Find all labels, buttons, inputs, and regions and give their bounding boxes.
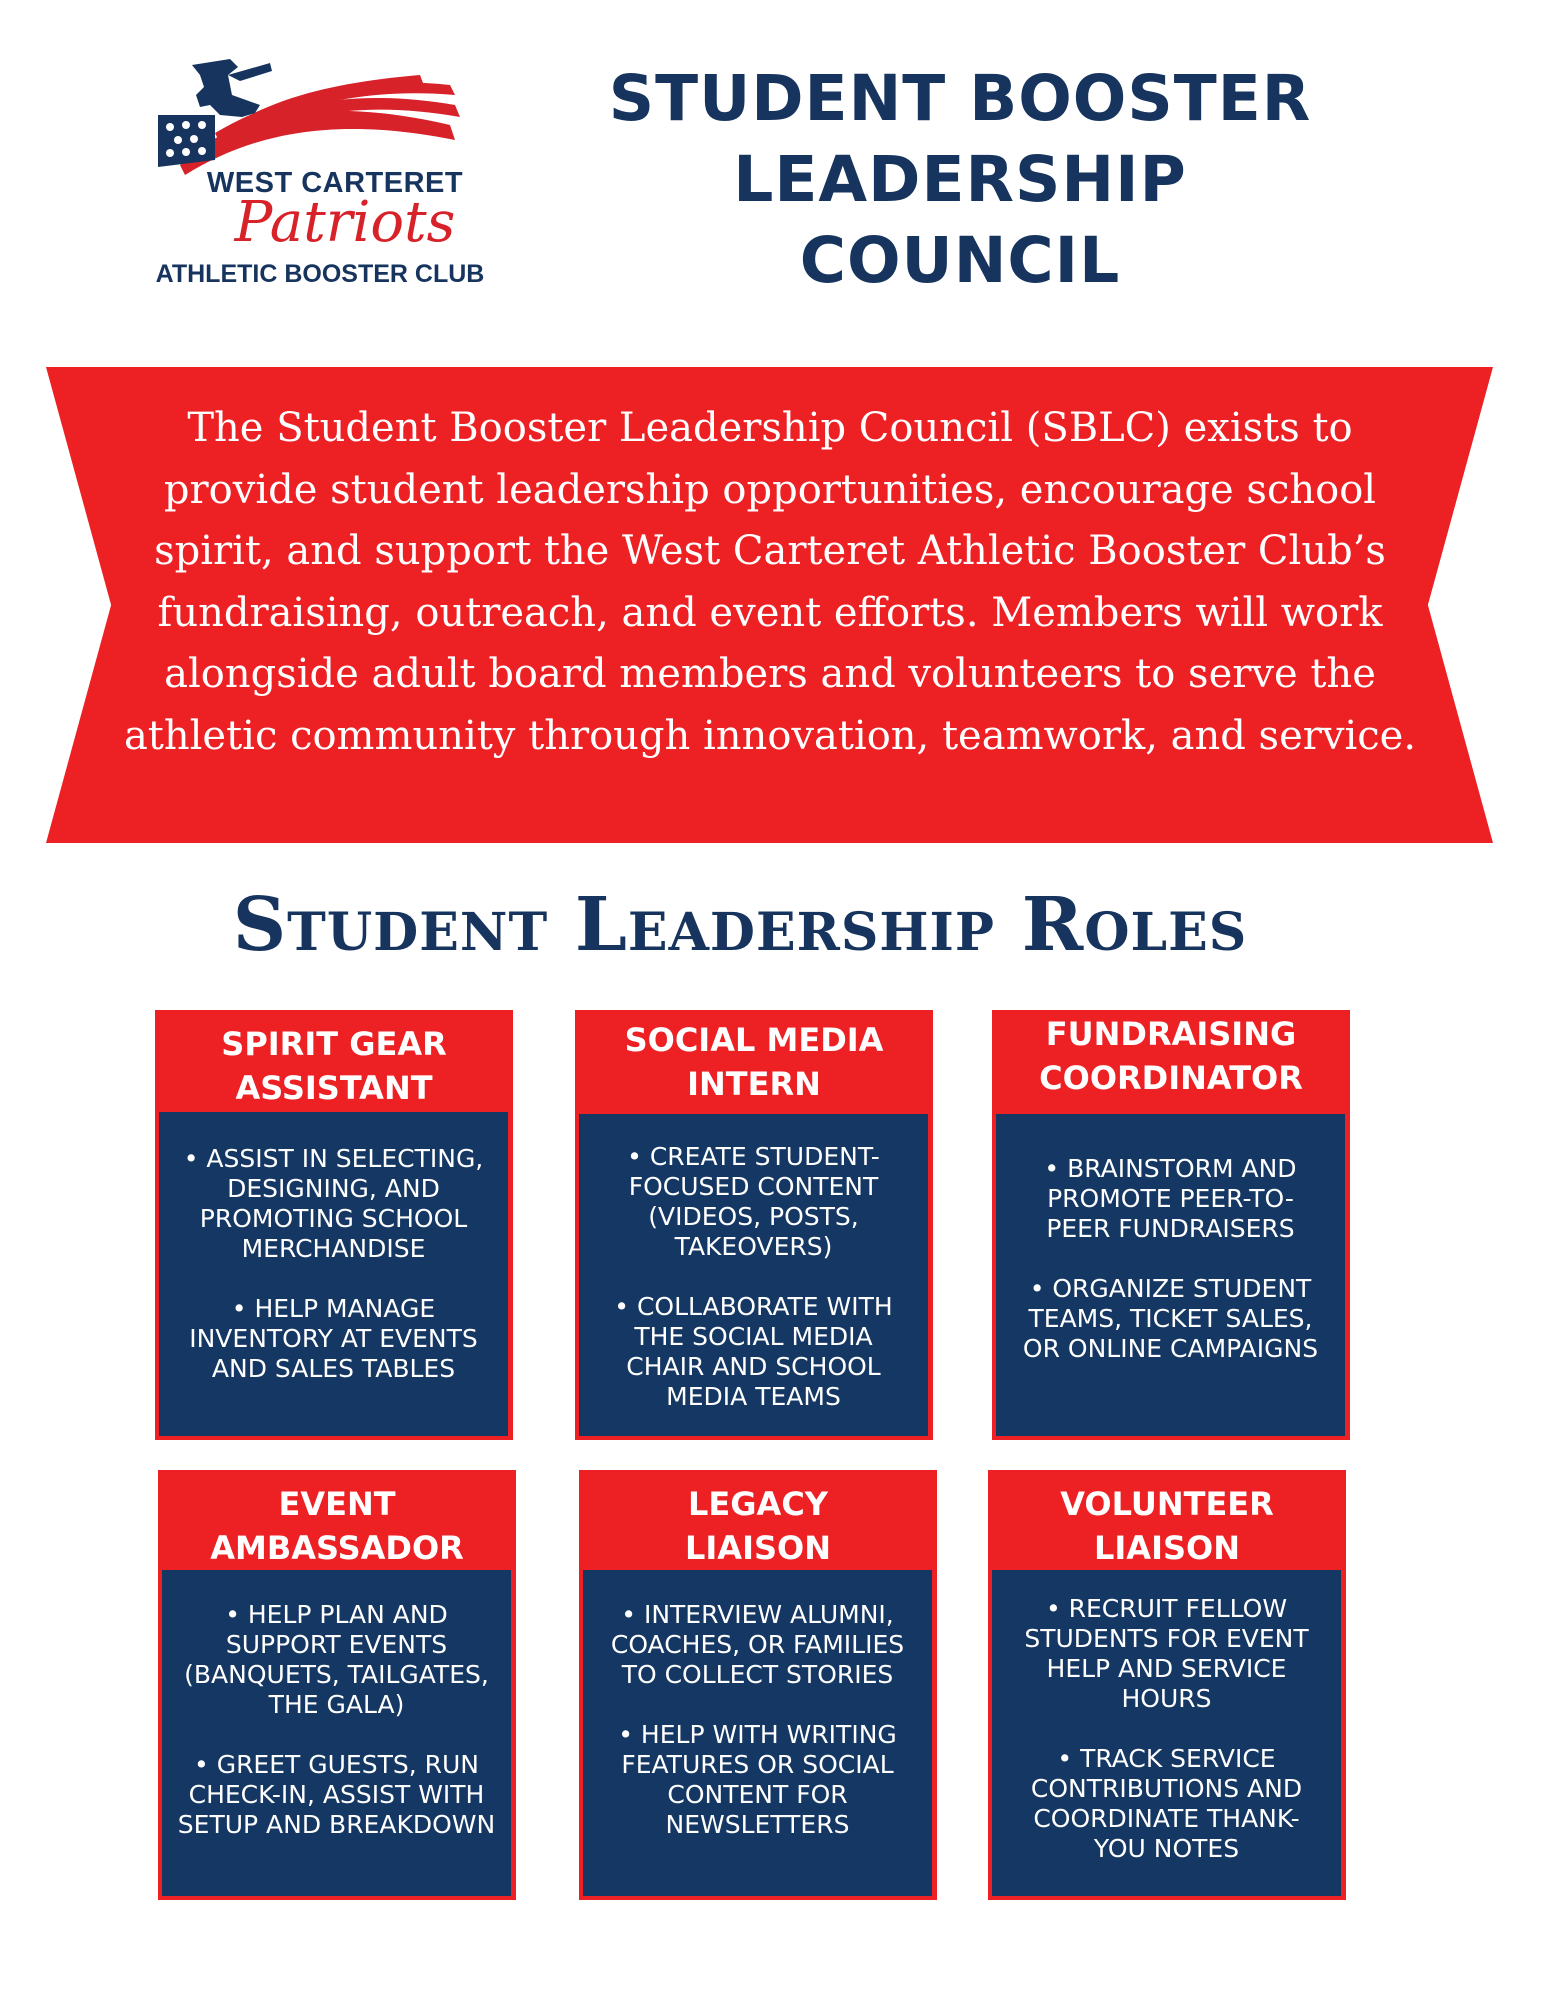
bullet-line: FEATURES OR SOCIAL	[621, 1750, 894, 1779]
role-bullet	[162, 1750, 511, 1840]
role-title	[158, 1482, 516, 1570]
bullet-line: • HELP PLAN AND	[225, 1600, 448, 1629]
role-title	[992, 1012, 1350, 1100]
logo-patriots-script: Patriots	[234, 190, 456, 255]
bullet-line: YOU NOTES	[1093, 1834, 1240, 1863]
role-title-line: EVENT	[278, 1485, 396, 1523]
intro-text: The Student Booster Leadership Council (SBLC) exists to provide student leadership opportunities, encourage school spirit, and support the West Carteret Athletic Booster Club’s fundraising, outreach, and event efforts. Members will work alongside adult board members and volunteers to serve the athletic community through innovation, teamwork, and service.	[123, 405, 1417, 759]
logo-club-name: ATHLETIC BOOSTER CLUB	[155, 260, 485, 288]
role-description	[992, 1570, 1341, 1896]
role-title-line: LIAISON	[685, 1529, 831, 1567]
bullet-line: AND SALES TABLES	[211, 1354, 456, 1383]
bullet-line: DESIGNING, AND	[227, 1174, 440, 1203]
role-card-social-media	[575, 1010, 933, 1440]
bullet-line: HOURS	[1121, 1684, 1212, 1713]
bullet-line: • TRACK SERVICE	[1057, 1744, 1276, 1773]
role-bullet	[579, 1292, 928, 1412]
role-bullet	[159, 1144, 508, 1264]
role-title	[988, 1482, 1346, 1570]
role-description	[579, 1114, 928, 1436]
role-description	[162, 1570, 511, 1896]
role-title-line: LIAISON	[1094, 1529, 1240, 1567]
bullet-line: MERCHANDISE	[241, 1234, 426, 1263]
bullet-line: CONTENT FOR	[667, 1780, 848, 1809]
roles-heading: Student Leadership Roles	[232, 882, 1248, 968]
bullet-line: • CREATE STUDENT-	[627, 1142, 880, 1171]
bullet-line: • INTERVIEW ALUMNI,	[621, 1600, 894, 1629]
club-logo	[120, 55, 520, 305]
bullet-line: • HELP WITH WRITING	[618, 1720, 897, 1749]
role-title-line: FUNDRAISING	[1045, 1015, 1297, 1053]
page-title-line: STUDENT BOOSTER	[608, 62, 1312, 135]
role-description	[583, 1570, 932, 1896]
bullet-line: (VIDEOS, POSTS,	[648, 1202, 859, 1231]
bullet-line: • RECRUIT FELLOW	[1045, 1594, 1288, 1623]
page-title-line: LEADERSHIP	[733, 143, 1187, 216]
bullet-line: (BANQUETS, TAILGATES,	[184, 1660, 489, 1689]
bullet-line: COACHES, OR FAMILIES	[610, 1630, 905, 1659]
role-bullet	[996, 1154, 1345, 1244]
role-title	[575, 1018, 933, 1106]
bullet-line: CHECK-IN, ASSIST WITH	[188, 1780, 485, 1809]
bullet-line: SUPPORT EVENTS	[225, 1630, 448, 1659]
role-title-line: INTERN	[687, 1065, 821, 1103]
page-title-line: COUNCIL	[799, 224, 1121, 297]
bullet-line: TEAMS, TICKET SALES,	[1028, 1304, 1313, 1333]
bullet-line: TO COLLECT STORIES	[621, 1660, 894, 1689]
role-bullet	[996, 1274, 1345, 1364]
bullet-line: NEWSLETTERS	[665, 1810, 850, 1839]
role-bullet	[992, 1744, 1341, 1864]
role-bullet	[579, 1142, 928, 1262]
bullet-line: • ORGANIZE STUDENT	[1029, 1274, 1312, 1303]
role-card-volunteer-liaison	[988, 1470, 1346, 1900]
bullet-line: HELP AND SERVICE	[1046, 1654, 1287, 1683]
bullet-line: • ASSIST IN SELECTING,	[183, 1144, 484, 1173]
bullet-line: STUDENTS FOR EVENT	[1024, 1624, 1309, 1653]
bullet-line: SETUP AND BREAKDOWN	[177, 1810, 496, 1839]
bullet-line: INVENTORY AT EVENTS	[189, 1324, 478, 1353]
role-bullet	[992, 1594, 1341, 1714]
bullet-line: • BRAINSTORM AND	[1044, 1154, 1297, 1183]
bullet-line: THE SOCIAL MEDIA	[634, 1322, 873, 1351]
role-title-line: AMBASSADOR	[210, 1529, 464, 1567]
bullet-line: • GREET GUESTS, RUN	[194, 1750, 479, 1779]
role-title-line: SOCIAL MEDIA	[624, 1021, 884, 1059]
role-title-line: COORDINATOR	[1039, 1059, 1303, 1097]
role-bullet	[583, 1600, 932, 1690]
bullet-line: MEDIA TEAMS	[666, 1382, 841, 1411]
role-card-legacy-liaison	[579, 1470, 937, 1900]
bullet-line: • HELP MANAGE	[231, 1294, 436, 1323]
role-card-fundraising	[992, 1010, 1350, 1440]
role-description	[159, 1112, 508, 1436]
bullet-line: PEER FUNDRAISERS	[1046, 1214, 1295, 1243]
bullet-line: • COLLABORATE WITH	[614, 1292, 893, 1321]
role-title-line: VOLUNTEER	[1060, 1485, 1274, 1523]
patriot-flag-logo-icon	[120, 55, 520, 185]
role-bullet	[159, 1294, 508, 1384]
bullet-line: PROMOTE PEER-TO-	[1047, 1184, 1294, 1213]
bullet-line: PROMOTING SCHOOL	[199, 1204, 468, 1233]
bullet-line: TAKEOVERS)	[674, 1232, 833, 1261]
role-bullet	[583, 1720, 932, 1840]
bullet-line: CONTRIBUTIONS AND	[1030, 1774, 1303, 1803]
role-card-event-ambassador	[158, 1470, 516, 1900]
role-description	[996, 1114, 1345, 1436]
role-title-line: ASSISTANT	[235, 1069, 433, 1107]
page-title	[560, 58, 1360, 301]
bullet-line: OR ONLINE CAMPAIGNS	[1022, 1334, 1319, 1363]
role-title	[579, 1482, 937, 1570]
logo-school-name: WEST CARTERET	[206, 167, 464, 199]
role-title	[155, 1022, 513, 1110]
bullet-line: CHAIR AND SCHOOL	[626, 1352, 881, 1381]
role-title-line: LEGACY	[688, 1485, 828, 1523]
bullet-line: THE GALA)	[268, 1690, 405, 1719]
role-bullet	[162, 1600, 511, 1720]
role-card-spirit-gear	[155, 1010, 513, 1440]
role-title-line: SPIRIT GEAR	[221, 1025, 447, 1063]
bullet-line: FOCUSED CONTENT	[628, 1172, 879, 1201]
bullet-line: COORDINATE THANK-	[1033, 1804, 1300, 1833]
